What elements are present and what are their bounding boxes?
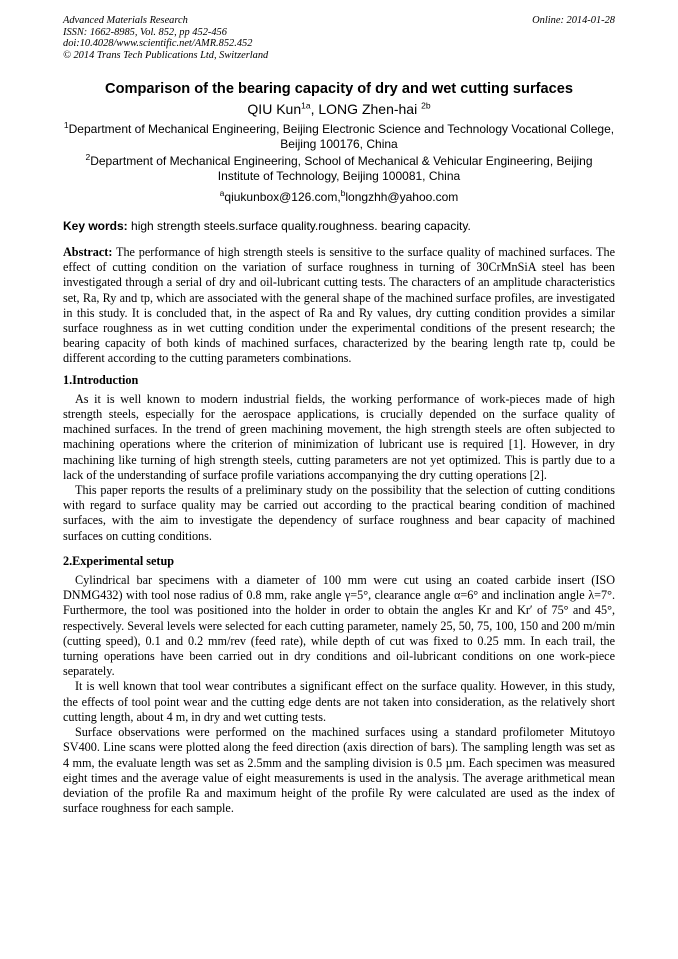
doi-line: doi:10.4028/www.scientific.net/AMR.852.452 <box>63 38 253 50</box>
intro-paragraph-2: This paper reports the results of a preliminary study on the possibility that the selection of cutting conditions with regard to surface quality may be carried out according to the practical bearing condition of machined surfaces, with the aim to investigate the dependency of surface roughness and bear capacity of machined surfaces on cutting conditions. <box>63 483 615 543</box>
email-a-sup: a <box>219 188 225 198</box>
section-heading-introduction: 1.Introduction <box>63 372 139 387</box>
author-1-sup: 1a <box>301 100 311 111</box>
online-date: Online: 2014-01-28 <box>532 15 615 26</box>
affiliation-2-text: Department of Mechanical Engineering, School of Mechanical & Vehicular Engineering, Beijing Institute of Technology, Beijing 100081, China <box>90 154 593 183</box>
section-heading-experimental-setup: 2.Experimental setup <box>63 553 175 568</box>
journal-header <box>63 15 615 63</box>
keywords-text: high strength steels.surface quality.roughness. bearing capacity. <box>127 219 471 233</box>
affiliation-1 <box>63 122 615 152</box>
email-b-sup: b <box>340 188 346 198</box>
issn-line: ISSN: 1662-8985, Vol. 852, pp 452-456 <box>63 26 227 38</box>
copyright-line: © 2014 Trans Tech Publications Ltd, Switzerland <box>63 49 269 61</box>
author-1-name: QIU Kun <box>247 101 302 117</box>
abstract-label: Abstract: <box>63 245 113 259</box>
setup-paragraph-2: It is well known that tool wear contributes a significant effect on the surface quality. However, in this study, the effects of tool point wear and the cutting edge dents are not taken into consideration, as the relatively short cutting length, about 4 m, in dry and wet cutting tests. <box>63 679 615 724</box>
affiliation-2-sup: 2 <box>85 152 91 162</box>
abstract-text: The performance of high strength steels is sensitive to the surface quality of machined surfaces. The effect of cutting condition on the variation of surface roughness in turning of 30CrMnSiA steel has been investigated through a serial of dry and oil-lubricant cutting tests. The characters of an amplitude characteristics set, Ra, Ry and tp, which are associated with the general shape of the machined surface profiles, are investigated in this study. It is concluded that, in the aspect of Ra and Ry values, dry cutting condition provides a similar surface roughness as in wet cutting condition under the experimental conditions of the present research; the bearing capacity of both kinds of machined surfaces, characterized by the bearing length rate tp, could be different according to the cutting parameters combinations. <box>63 245 615 366</box>
author-list <box>63 100 615 118</box>
paper-page <box>63 15 615 816</box>
author-separator: , <box>310 101 319 117</box>
paper-title: Comparison of the bearing capacity of dry and wet cutting surfaces <box>105 81 573 97</box>
intro-paragraph-1: As it is well known to modern industrial fields, the working performance of work-pieces made of high strength steels, especially for the aerospace applications, is crucially depended on the surface quality of machined surfaces. In the trend of green machining movement, the high strength steels are often subjected to machining operations where the criterion of minimization of lubricant use is required [1]. However, in dry machining like turning of high strength steels, cutting parameters are not yet optimized. This is partly due to a lack of the understanding of surface profile variations accompanying the dry cutting operations [2]. <box>63 391 615 482</box>
setup-paragraph-3: Surface observations were performed on the machined surfaces using a standard profilometer Mitutoyo SV400. Line scans were plotted along the feed direction (axis direction of bars). The sampling length was set as 4 mm, the evaluate length was set as 2.5mm and the sampling division is 0.5 µm. Each specimen was measured eight times and the average value of eight measurements is used in the analysis. The average arithmetical mean deviation of the profile Ra and maximum height of the profile Ry were calculated are used as the index of surface roughness for each sample. <box>63 725 615 816</box>
affiliation-2 <box>63 154 615 184</box>
email-line <box>63 190 615 205</box>
affiliation-1-sup: 1 <box>63 120 69 130</box>
keywords <box>63 219 615 234</box>
journal-name: Advanced Materials Research <box>63 15 188 26</box>
author-2-sup: 2b <box>421 100 431 111</box>
header-left <box>63 15 268 61</box>
keywords-label: Key words: <box>63 219 128 233</box>
email-a: qiukunbox@126.com, <box>224 190 341 204</box>
author-2-name: LONG Zhen-hai <box>318 101 422 117</box>
email-b: longzhh@yahoo.com <box>345 190 459 204</box>
setup-paragraph-1: Cylindrical bar specimens with a diameter of 100 mm were cut using an coated carbide insert (ISO DNMG432) with tool nose radius of 0.8 mm, rake angle γ=5°, clearance angle α=6° and inclination angle λ=7°. Furthermore, the tool was positioned into the holder in order to obtain the angles Kr and Kr′ of 75° and 45°, respectively. Several levels were selected for each cutting parameter, namely 25, 50, 75, 100, 150 and 200 m/min (cutting speed), 0.1 and 0.2 mm/rev (feed rate), while depth of cut was fixed to 0.25 mm. In each trail, the turning operations have been carried out in dry conditions and oil-lubricant conditions on one work-piece separately. <box>63 573 615 679</box>
affiliation-1-text: Department of Mechanical Engineering, Beijing Electronic Science and Technology Vocational College, Beijing 100176, China <box>68 122 615 151</box>
abstract <box>63 245 615 367</box>
